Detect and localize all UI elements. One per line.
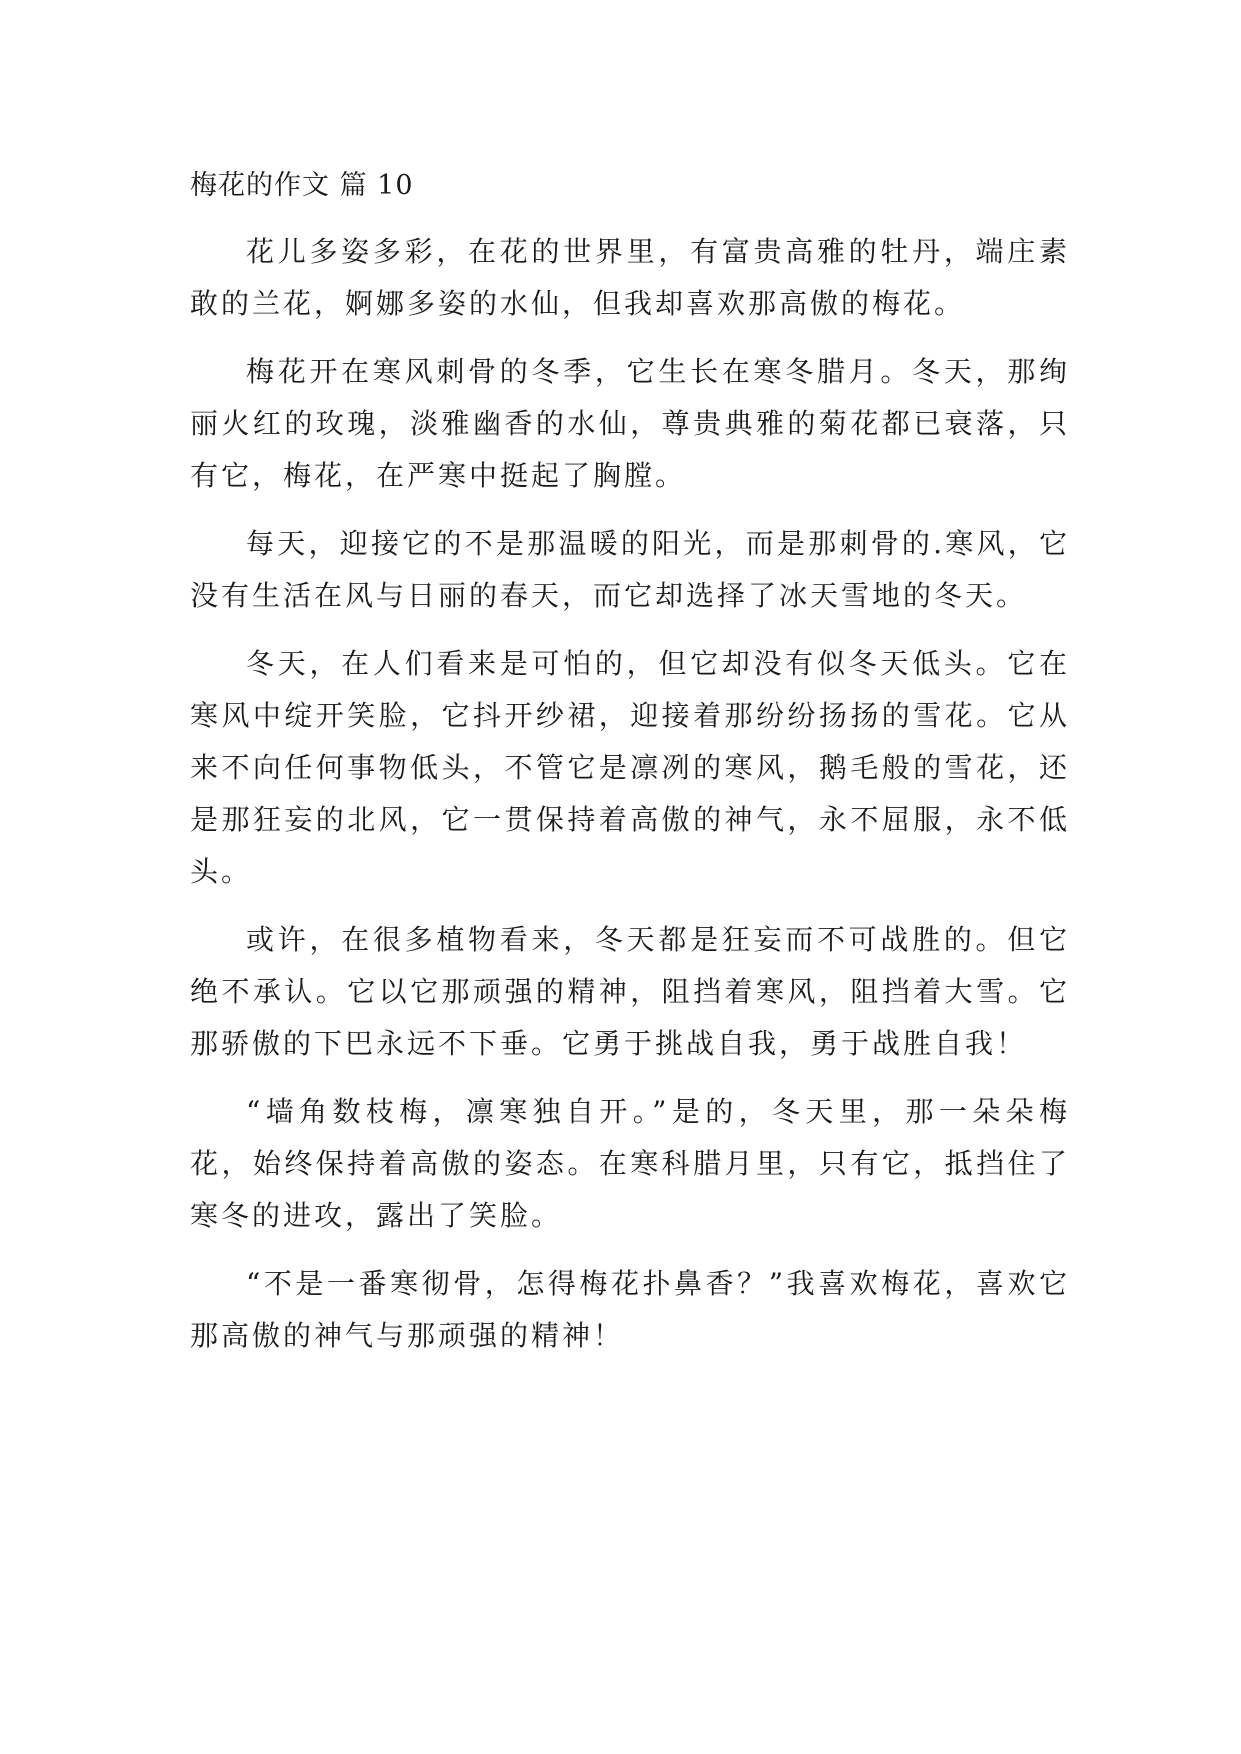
paragraph: “不是一番寒彻骨，怎得梅花扑鼻香？”我喜欢梅花，喜欢它那高傲的神气与那顽强的精神！: [190, 1267, 1070, 1352]
document-body: [190, 166, 1070, 1362]
document-title: 梅花的作文 篇 10: [190, 170, 414, 201]
paragraph: “墙角数枝梅，凛寒独自开。”是的，冬天里，那一朵朵梅花，始终保持着高傲的姿态。在寒科腊月里，只有它，抵挡住了寒冬的进攻，露出了笑脸。: [190, 1095, 1070, 1232]
paragraph: 梅花开在寒风刺骨的冬季，它生长在寒冬腊月。冬天，那绚丽火红的玫瑰，淡雅幽香的水仙，尊贵典雅的菊花都已衰落，只有它，梅花，在严寒中挺起了胸膛。: [190, 355, 1070, 492]
paragraph: 花儿多姿多彩，在花的世界里，有富贵高雅的牡丹，端庄素敢的兰花，婀娜多姿的水仙，但我却喜欢那高傲的梅花。: [190, 235, 1070, 320]
paragraph: 冬天，在人们看来是可怕的，但它却没有似冬天低头。它在寒风中绽开笑脸，它抖开纱裙，迎接着那纷纷扬扬的雪花。它从来不向任何事物低头，不管它是凛冽的寒风，鹅毛般的雪花，还是那狂妄的北风，它一贯保持着高傲的神气，永不屈服，永不低头。: [190, 647, 1070, 888]
paragraph: 每天，迎接它的不是那温暖的阳光，而是那刺骨的.寒风，它没有生活在风与日丽的春天，而它却选择了冰天雪地的冬天。: [190, 527, 1070, 612]
paragraph: 或许，在很多植物看来，冬天都是狂妄而不可战胜的。但它绝不承认。它以它那顽强的精神，阻挡着寒风，阻挡着大雪。它那骄傲的下巴永远不下垂。它勇于挑战自我，勇于战胜自我！: [190, 923, 1070, 1060]
